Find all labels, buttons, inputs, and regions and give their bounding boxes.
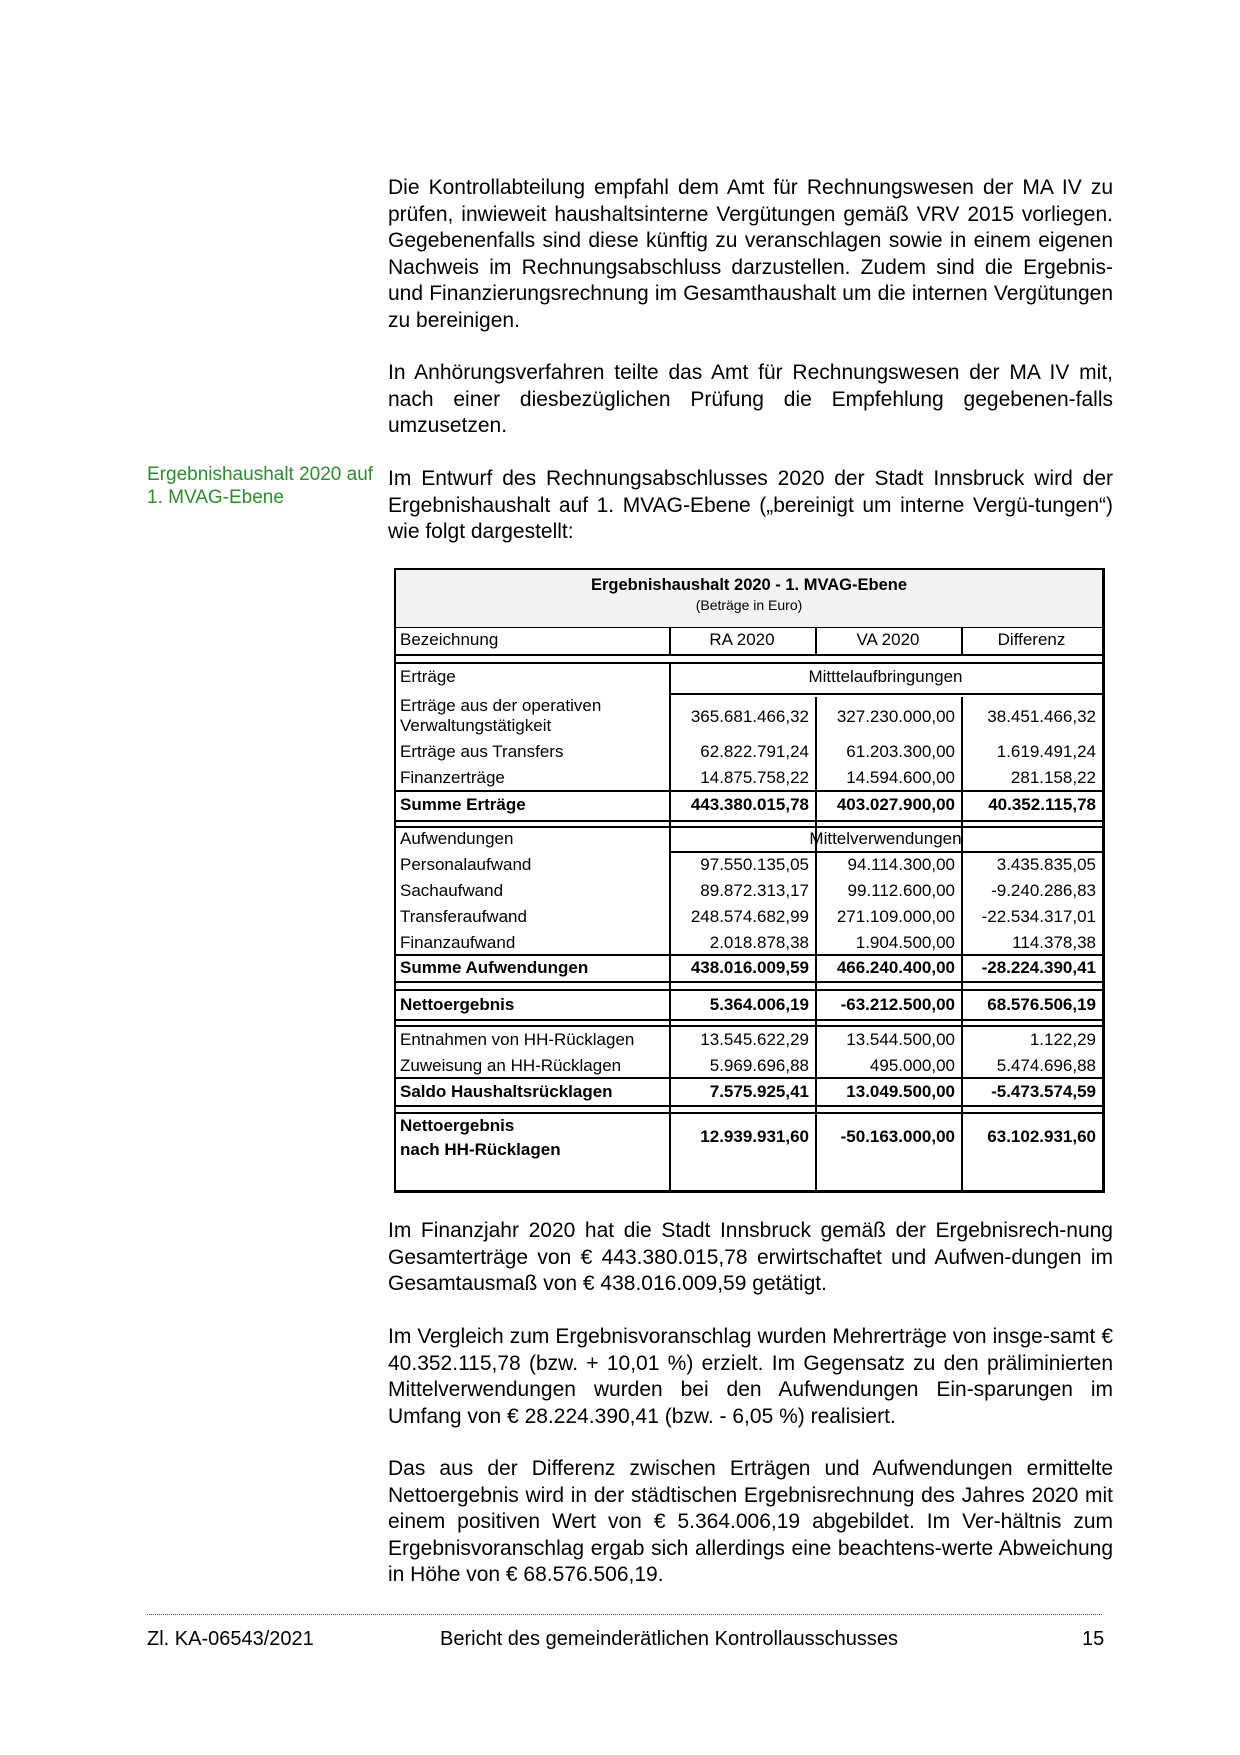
cell-diff: 1.619.491,24 bbox=[996, 742, 1096, 761]
cell-va: 14.594.600,00 bbox=[846, 768, 955, 787]
cell-va: -63.212.500,00 bbox=[840, 995, 955, 1014]
row-label-net: Nettoergebnis bbox=[400, 995, 515, 1014]
paragraph-comparison: Im Vergleich zum Ergebnisvoranschlag wurden Mehrerträge von insge-samt € 40.352.115,78 (bzw. + 10,01 %) erzielt. Im Gegensatz zu den präliminierten Mittelverwendungen wurden bei den Aufwendungen Ein-sparungen im Umfang von € 28.224.390,41 (bzw. - 6,05 %) realisiert. bbox=[388, 1325, 1113, 1428]
col-header-differenz: Differenz bbox=[997, 630, 1066, 649]
paragraph-hearing: In Anhörungsverfahren teilte das Amt für Rechnungswesen der MA IV mit, nach einer diesbezüglichen Prüfung die Empfehlung gegebenen-falls umzusetzen. bbox=[388, 361, 1113, 437]
cell-diff: 1.122,29 bbox=[1029, 1030, 1096, 1049]
cell-diff: -9.240.286,83 bbox=[991, 881, 1096, 900]
cell-va: 327.230.000,00 bbox=[836, 707, 955, 726]
cell-ra: 2.018.878,38 bbox=[709, 933, 809, 952]
paragraph-totals: Im Finanzjahr 2020 hat die Stadt Innsbruck gemäß der Ergebnisrech-nung Gesamterträge von € 443.380.015,78 erwirtschaftet und Aufwen-dungen im Gesamtausmaß von € 438.016.009,59 getätigt. bbox=[388, 1219, 1113, 1295]
cell-va: 61.203.300,00 bbox=[846, 742, 955, 761]
row-separator bbox=[396, 826, 1102, 828]
row-separator bbox=[396, 1105, 1102, 1107]
cell-diff: 281.158,22 bbox=[1010, 768, 1096, 787]
paragraph-recommendation: Die Kontrollabteilung empfahl dem Amt für Rechnungswesen der MA IV zu prüfen, inwieweit haushaltsinterne Vergütungen gemäß VRV 2015 vorliegen. Gegebenenfalls sind diese künftig zu veranschlagen sowie in einem eigenen Nachweis im Rechnungsabschluss darzustellen. Zudem sind die Ergebnis- und Finanzierungsrechnung im Gesamthaushalt um die internen Vergütungen zu bereinigen. bbox=[388, 176, 1113, 332]
row-separator bbox=[669, 851, 1102, 853]
section-ertraege: Erträge bbox=[400, 667, 456, 686]
group-mittelverwendungen: Mittelverwendungen bbox=[809, 829, 962, 848]
cell-va: 495.000,00 bbox=[869, 1056, 955, 1075]
row-label: Sachaufwand bbox=[400, 881, 504, 900]
cell-va: 466.240.400,00 bbox=[836, 958, 955, 977]
footer-divider bbox=[147, 1614, 1102, 1615]
cell-va: 99.112.600,00 bbox=[847, 881, 955, 900]
cell-diff: 38.451.466,32 bbox=[987, 707, 1096, 726]
row-label: Transferaufwand bbox=[400, 907, 527, 926]
cell-ra: 365.681.466,32 bbox=[690, 707, 809, 726]
cell-ra: 12.939.931,60 bbox=[700, 1127, 809, 1146]
cell-ra: 62.822.791,24 bbox=[700, 742, 809, 761]
cell-va: 271.109.000,00 bbox=[836, 907, 955, 926]
table-subtitle: (Beträge in Euro) bbox=[695, 597, 803, 613]
cell-ra: 7.575.925,41 bbox=[709, 1082, 809, 1101]
row-separator bbox=[396, 1112, 1102, 1114]
col-header-ra: RA 2020 bbox=[709, 630, 775, 649]
cell-ra: 13.545.622,29 bbox=[700, 1030, 809, 1049]
row-separator bbox=[396, 820, 1102, 822]
cell-va: 13.049.500,00 bbox=[846, 1082, 955, 1101]
cell-va: 94.114.300,00 bbox=[847, 855, 955, 874]
footer-title: Bericht des gemeinderätlichen Kontrollausschusses bbox=[440, 1628, 899, 1650]
row-label-sum: Summe Erträge bbox=[400, 795, 526, 814]
row-separator bbox=[396, 1077, 1102, 1079]
row-label: Entnahmen von HH-Rücklagen bbox=[400, 1030, 635, 1049]
margin-heading: Ergebnishaushalt 2020 auf 1. MVAG-Ebene bbox=[147, 464, 374, 508]
row-separator bbox=[396, 654, 1102, 656]
table-header bbox=[396, 570, 1102, 628]
cell-diff: 5.474.696,88 bbox=[996, 1056, 1096, 1075]
cell-ra: 97.550.135,05 bbox=[700, 855, 809, 874]
row-separator bbox=[396, 989, 1102, 991]
cell-ra: 5.364.006,19 bbox=[709, 995, 809, 1014]
cell-va: 403.027.900,00 bbox=[836, 795, 955, 814]
row-separator bbox=[396, 662, 1102, 664]
footer-reference: Zl. KA-06543/2021 bbox=[147, 1628, 314, 1650]
cell-diff: -22.534.317,01 bbox=[981, 907, 1096, 926]
page-number: 15 bbox=[1082, 1628, 1105, 1650]
paragraph-net-result: Das aus der Differenz zwischen Erträgen und Aufwendungen ermittelte Nettoergebnis wird in der städtischen Ergebnisrechnung des Jahres 2020 mit einem positiven Wert von € 5.364.006,19 abgebildet. Im Ver-hältnis zum Ergebnisvoranschlag ergab sich allerdings eine beachtens-werte Abweichung in Höhe von € 68.576.506,19. bbox=[388, 1457, 1113, 1586]
cell-diff: 68.576.506,19 bbox=[987, 995, 1096, 1014]
row-separator bbox=[396, 954, 1102, 956]
cell-ra: 5.969.696,88 bbox=[709, 1056, 809, 1075]
row-label-sum: Saldo Haushaltsrücklagen bbox=[400, 1082, 613, 1101]
row-label-net-line2: nach HH-Rücklagen bbox=[400, 1140, 561, 1159]
row-separator bbox=[396, 1019, 1102, 1021]
paragraph-intro-table: Im Entwurf des Rechnungsabschlusses 2020 der Stadt Innsbruck wird der Ergebnishaushalt auf 1. MVAG-Ebene („bereinigt um interne Vergü-tungen“) wie folgt dargestellt: bbox=[388, 467, 1113, 543]
row-label: Finanzerträge bbox=[400, 768, 505, 787]
cell-diff: -28.224.390,41 bbox=[981, 958, 1096, 977]
row-label: Erträge aus Transfers bbox=[400, 742, 564, 761]
group-mittelaufbringungen: Mitttelaufbringungen bbox=[808, 667, 963, 686]
cell-va: 13.544.500,00 bbox=[846, 1030, 955, 1049]
row-separator bbox=[396, 790, 1102, 792]
cell-va: -50.163.000,00 bbox=[840, 1127, 955, 1146]
results-table bbox=[394, 568, 1105, 1193]
cell-ra: 443.380.015,78 bbox=[690, 795, 809, 814]
cell-ra: 248.574.682,99 bbox=[690, 907, 809, 926]
table-title: Ergebnishaushalt 2020 - 1. MVAG-Ebene bbox=[590, 576, 908, 594]
cell-diff: 3.435.835,05 bbox=[996, 855, 1096, 874]
cell-ra: 89.872.313,17 bbox=[700, 881, 809, 900]
row-label-sum: Summe Aufwendungen bbox=[400, 958, 589, 977]
row-label: Erträge aus der operativen Verwaltungstätigkeit bbox=[400, 696, 602, 735]
cell-diff: 40.352.115,78 bbox=[988, 795, 1096, 814]
row-separator bbox=[396, 981, 1102, 983]
row-separator bbox=[669, 693, 1102, 695]
cell-va: 1.904.500,00 bbox=[855, 933, 955, 952]
row-label-net-line1: Nettoergebnis bbox=[400, 1116, 515, 1135]
row-label: Finanzaufwand bbox=[400, 933, 516, 952]
row-label: Personalaufwand bbox=[400, 855, 532, 874]
col-header-bezeichnung: Bezeichnung bbox=[400, 630, 499, 649]
row-separator bbox=[396, 1025, 1102, 1027]
row-label: Zuweisung an HH-Rücklagen bbox=[400, 1056, 622, 1075]
cell-ra: 14.875.758,22 bbox=[700, 768, 809, 787]
cell-diff: 114.378,38 bbox=[1012, 933, 1096, 952]
cell-ra: 438.016.009,59 bbox=[690, 958, 809, 977]
col-header-va: VA 2020 bbox=[856, 630, 920, 649]
cell-diff: 63.102.931,60 bbox=[987, 1127, 1096, 1146]
cell-diff: -5.473.574,59 bbox=[991, 1082, 1096, 1101]
section-aufwendungen: Aufwendungen bbox=[400, 829, 514, 848]
